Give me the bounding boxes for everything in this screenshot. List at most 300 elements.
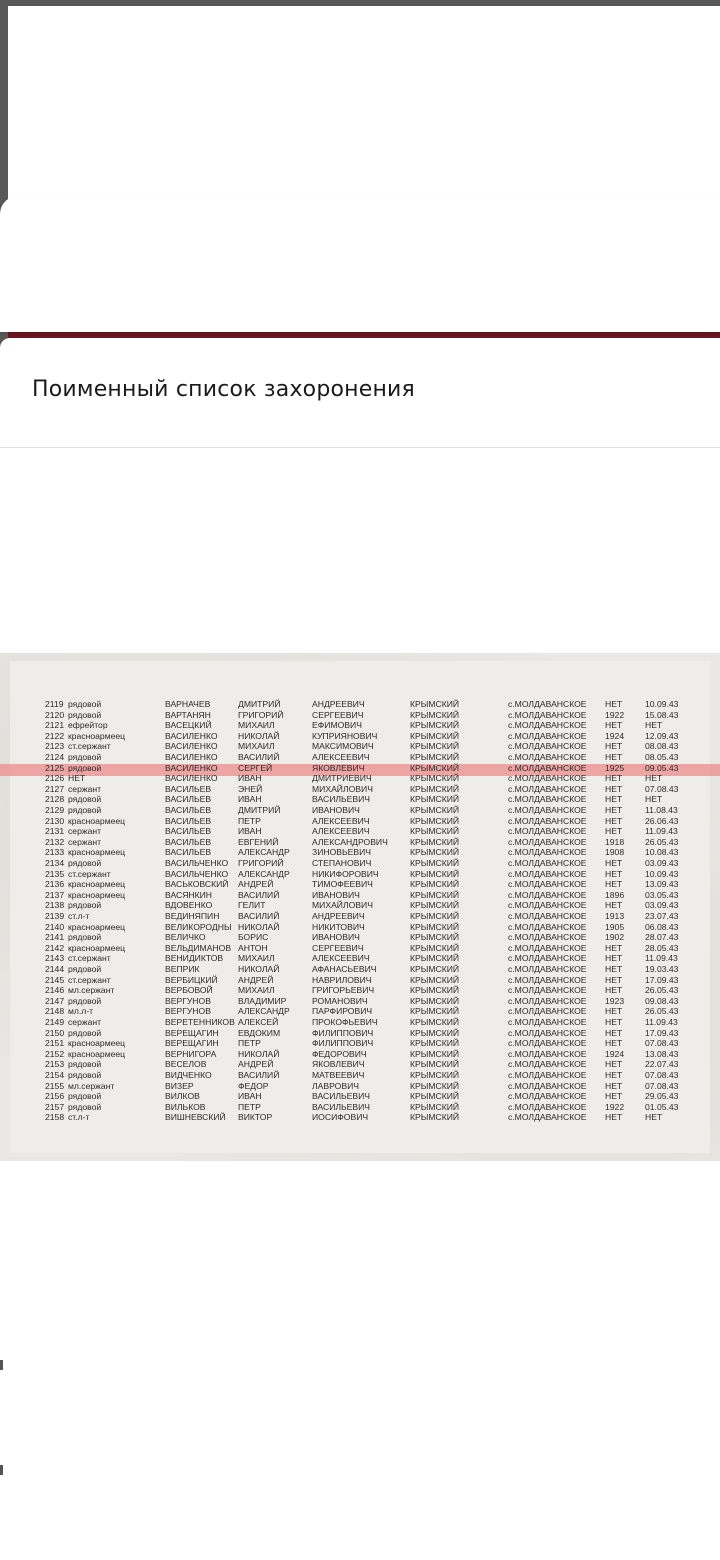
cell-year: НЕТ: [605, 805, 623, 815]
cell-year: НЕТ: [605, 741, 623, 752]
cell-region: КРЫМСКИЙ: [410, 1027, 460, 1038]
cell-rank: НЕТ: [68, 773, 86, 784]
cell-region: КРЫМСКИЙ: [410, 1091, 460, 1102]
cell-last: ВАСИЛЬЧЕНКО: [165, 868, 229, 879]
cell-rank: ст.л-т: [68, 1112, 90, 1123]
cell-village: с.МОЛДАВАНСКОЕ: [508, 1070, 587, 1080]
cell-village: с.МОЛДАВАНСКОЕ: [508, 1112, 587, 1123]
cell-year: НЕТ: [605, 879, 623, 890]
cell-region: КРЫМСКИЙ: [410, 942, 460, 953]
cell-region: КРЫМСКИЙ: [410, 826, 460, 837]
cell-rank: рядовой: [68, 699, 102, 709]
cell-first: ИВАН: [238, 773, 262, 784]
cell-date: 09.08.43: [645, 995, 679, 1006]
cell-patr: МАКСИМОВИЧ: [312, 741, 374, 752]
cell-last: ВАСИЛЬЕВ: [165, 783, 212, 794]
table-row: [0, 869, 720, 880]
cell-patr: ДМИТРИЕВИЧ: [312, 773, 372, 784]
cell-first: СЕРГЕЙ: [238, 762, 273, 773]
cell-date: 07.08.43: [645, 1070, 679, 1080]
table-row: [0, 847, 720, 858]
cell-rank: ст.сержант: [68, 953, 111, 964]
table-row: [0, 1017, 720, 1028]
table-row: [0, 975, 720, 986]
cell-village: с.МОЛДАВАНСКОЕ: [508, 1048, 587, 1059]
cell-date: 26.05.43: [645, 1006, 679, 1017]
cell-region: КРЫМСКИЙ: [410, 1070, 460, 1080]
table-row: [0, 1028, 720, 1039]
edge-mark: [0, 1465, 3, 1475]
cell-num: 2123: [45, 741, 65, 752]
cell-last: ВАСИЛЕНКО: [165, 741, 218, 752]
cell-year: 1924: [605, 1048, 625, 1059]
cell-first: ЕВДОКИМ: [238, 1027, 281, 1038]
cell-village: с.МОЛДАВАНСКОЕ: [508, 1017, 587, 1027]
cell-last: ВАСИЛЕНКО: [165, 730, 218, 741]
cell-patr: АНДРЕЕВИЧ: [312, 699, 365, 709]
cell-year: НЕТ: [605, 699, 623, 709]
cell-date: 10.08.43: [645, 847, 679, 858]
cell-village: с.МОЛДАВАНСКОЕ: [508, 911, 587, 921]
table-row: [0, 964, 720, 975]
cell-village: с.МОЛДАВАНСКОЕ: [508, 699, 587, 709]
cell-village: с.МОЛДАВАНСКОЕ: [508, 826, 587, 837]
cell-region: КРЫМСКИЙ: [410, 730, 460, 741]
cell-last: ВЕРГУНОВ: [165, 1006, 211, 1017]
cell-num: 2149: [45, 1017, 65, 1027]
cell-num: 2139: [45, 911, 65, 921]
cell-patr: ГРИГОРЬЕВИЧ: [312, 985, 375, 996]
cell-year: НЕТ: [605, 1080, 623, 1091]
cell-region: КРЫМСКИЙ: [410, 868, 460, 879]
cell-patr: РОМАНОВИЧ: [312, 995, 368, 1006]
cell-num: 2128: [45, 794, 65, 805]
background-card-lower[interactable]: [0, 196, 720, 332]
cell-region: КРЫМСКИЙ: [410, 858, 460, 868]
cell-first: МИХАИЛ: [238, 720, 275, 731]
cell-date: НЕТ: [645, 1112, 663, 1123]
cell-first: ПЕТР: [238, 1101, 261, 1112]
cell-region: КРЫМСКИЙ: [410, 1048, 460, 1059]
cell-first: ИВАН: [238, 1091, 262, 1102]
cell-last: ВИЛКОВ: [165, 1091, 200, 1102]
cell-last: ВЕРГУНОВ: [165, 995, 211, 1006]
cell-patr: АЛЕКСЕЕВИЧ: [312, 826, 370, 837]
cell-first: АНДРЕЙ: [238, 974, 274, 985]
cell-region: КРЫМСКИЙ: [410, 974, 460, 985]
cell-first: БОРИС: [238, 932, 269, 943]
cell-num: 2133: [45, 847, 65, 858]
cell-num: 2119: [45, 699, 64, 709]
cell-last: ВЕРБОВОЙ: [165, 985, 213, 996]
cell-year: 1922: [605, 709, 625, 720]
cell-patr: ЗИНОВЬЕВИЧ: [312, 847, 371, 858]
cell-last: ВЕСЕЛОВ: [165, 1059, 207, 1070]
table-row: [0, 1081, 720, 1092]
cell-year: НЕТ: [605, 1038, 623, 1049]
cell-last: ВДОВЕНКО: [165, 900, 213, 911]
table-row: [0, 710, 720, 721]
cell-num: 2125: [45, 762, 65, 773]
cell-region: КРЫМСКИЙ: [410, 985, 460, 996]
cell-village: с.МОЛДАВАНСКОЕ: [508, 741, 587, 752]
burial-list-scan[interactable]: [0, 653, 720, 1161]
cell-first: АЛЕКСАНДР: [238, 1006, 290, 1017]
cell-last: ВЕРЕЩАГИН: [165, 1038, 219, 1049]
cell-year: НЕТ: [605, 815, 623, 826]
cell-patr: АЛЕКСЕЕВИЧ: [312, 752, 370, 762]
cell-last: ВИДЧЕНКО: [165, 1070, 212, 1080]
cell-rank: ст.сержант: [68, 868, 111, 879]
cell-region: КРЫМСКИЙ: [410, 773, 460, 784]
cell-region: КРЫМСКИЙ: [410, 709, 460, 720]
cell-first: ГРИГОРИЙ: [238, 858, 284, 868]
cell-first: НИКОЛАЙ: [238, 1048, 280, 1059]
cell-date: 26.05.43: [645, 985, 679, 996]
cell-village: с.МОЛДАВАНСКОЕ: [508, 720, 587, 731]
cell-rank: красноармеец: [68, 889, 126, 900]
cell-village: с.МОЛДАВАНСКОЕ: [508, 794, 587, 805]
cell-village: с.МОЛДАВАНСКОЕ: [508, 889, 587, 900]
cell-rank: красноармеец: [68, 1048, 126, 1059]
cell-date: 13.09.43: [645, 879, 679, 890]
cell-rank: рядовой: [68, 1070, 102, 1080]
cell-date: 11.09.43: [645, 826, 678, 837]
cell-region: КРЫМСКИЙ: [410, 752, 460, 762]
cell-region: КРЫМСКИЙ: [410, 964, 460, 974]
sheet-header: [0, 338, 720, 448]
cell-first: ПЕТР: [238, 1038, 261, 1049]
cell-patr: АЛЕКСЕЕВИЧ: [312, 815, 370, 826]
cell-date: 17.09.43: [645, 974, 679, 985]
cell-year: 1905: [605, 921, 625, 932]
cell-village: с.МОЛДАВАНСКОЕ: [508, 858, 587, 868]
cell-date: 22.07.43: [645, 1059, 679, 1070]
cell-region: КРЫМСКИЙ: [410, 847, 460, 858]
cell-last: ВЕНИДИКТОВ: [165, 953, 224, 964]
table-row: [0, 879, 720, 890]
cell-first: МИХАИЛ: [238, 985, 275, 996]
cell-region: КРЫМСКИЙ: [410, 1059, 460, 1070]
cell-date: 06.08.43: [645, 921, 679, 932]
cell-year: НЕТ: [605, 953, 623, 964]
cell-num: 2156: [45, 1091, 65, 1102]
cell-num: 2153: [45, 1059, 65, 1070]
cell-year: НЕТ: [605, 985, 623, 996]
cell-region: КРЫМСКИЙ: [410, 932, 460, 943]
cell-rank: красноармеец: [68, 1038, 126, 1049]
sheet-title: Поименный список захоронения: [32, 377, 415, 402]
cell-date: 15.08.43: [645, 709, 679, 720]
cell-first: ИВАН: [238, 794, 262, 805]
cell-rank: сержант: [68, 826, 102, 837]
cell-region: КРЫМСКИЙ: [410, 1112, 460, 1123]
cell-rank: ст.л-т: [68, 911, 90, 921]
table-row: [0, 985, 720, 996]
cell-first: ГРИГОРИЙ: [238, 709, 284, 720]
cell-last: ВЕРЕЩАГИН: [165, 1027, 219, 1038]
cell-first: ЕВГЕНИЙ: [238, 836, 279, 847]
cell-last: ВАСЕЦКИЙ: [165, 720, 212, 731]
cell-patr: ИОСИФОВИЧ: [312, 1112, 369, 1123]
cell-village: с.МОЛДАВАНСКОЕ: [508, 900, 587, 911]
cell-num: 2142: [45, 942, 65, 953]
table-row: [0, 1006, 720, 1017]
cell-village: с.МОЛДАВАНСКОЕ: [508, 1080, 587, 1091]
cell-rank: рядовой: [68, 900, 102, 911]
cell-year: 1918: [605, 836, 625, 847]
cell-year: НЕТ: [605, 868, 623, 879]
cell-patr: ПАРФИРОВИЧ: [312, 1006, 373, 1017]
cell-region: КРЫМСКИЙ: [410, 699, 460, 709]
cell-last: ВАРТАНЯН: [165, 709, 211, 720]
cell-year: НЕТ: [605, 826, 623, 837]
table-row: [0, 1070, 720, 1081]
cell-year: НЕТ: [605, 773, 623, 784]
cell-num: 2151: [45, 1038, 65, 1049]
table-row: [0, 943, 720, 954]
cell-village: с.МОЛДАВАНСКОЕ: [508, 985, 587, 996]
cell-last: ВАСИЛЬЕВ: [165, 794, 212, 805]
cell-last: ВАСЯНКИН: [165, 889, 212, 900]
cell-patr: НАВРИЛОВИЧ: [312, 974, 372, 985]
cell-year: 1923: [605, 995, 625, 1006]
cell-first: АНТОН: [238, 942, 268, 953]
cell-last: ВЕРНИГОРА: [165, 1048, 217, 1059]
cell-year: НЕТ: [605, 720, 623, 731]
cell-date: 11.09.43: [645, 1017, 678, 1027]
cell-village: с.МОЛДАВАНСКОЕ: [508, 847, 587, 858]
cell-patr: АЛЕКСАНДРОВИЧ: [312, 836, 388, 847]
table-row: [0, 826, 720, 837]
cell-patr: ЕФИМОВИЧ: [312, 720, 362, 731]
table-row: [0, 805, 720, 816]
cell-patr: НИКИТОВИЧ: [312, 921, 365, 932]
cell-year: 1902: [605, 932, 625, 943]
cell-rank: рядовой: [68, 1101, 102, 1112]
cell-num: 2137: [45, 889, 65, 900]
cell-last: ВАСИЛЬЕВ: [165, 836, 212, 847]
cell-patr: ФИЛИППОВИЧ: [312, 1027, 374, 1038]
cell-num: 2147: [45, 995, 65, 1006]
cell-region: КРЫМСКИЙ: [410, 1038, 460, 1049]
cell-region: КРЫМСКИЙ: [410, 783, 460, 794]
cell-first: АНДРЕЙ: [238, 1059, 274, 1070]
cell-patr: ИВАНОВИЧ: [312, 805, 360, 815]
cell-rank: рядовой: [68, 794, 102, 805]
cell-date: 11.08.43: [645, 805, 678, 815]
table-row: [0, 911, 720, 922]
cell-num: 2129: [45, 805, 65, 815]
cell-date: 19.03.43: [645, 964, 679, 974]
cell-patr: ВАСИЛЬЕВИЧ: [312, 1101, 371, 1112]
cell-num: 2144: [45, 964, 65, 974]
cell-region: КРЫМСКИЙ: [410, 879, 460, 890]
cell-patr: МИХАЙЛОВИЧ: [312, 900, 373, 911]
cell-first: НИКОЛАЙ: [238, 730, 280, 741]
cell-year: НЕТ: [605, 974, 623, 985]
cell-village: с.МОЛДАВАНСКОЕ: [508, 1006, 587, 1017]
cell-date: 28.07.43: [645, 932, 679, 943]
cell-rank: рядовой: [68, 762, 102, 773]
table-row: [0, 1049, 720, 1060]
cell-last: ВЕПРИК: [165, 964, 200, 974]
cell-patr: ВАСИЛЬЕВИЧ: [312, 1091, 371, 1102]
cell-first: ВАСИЛИЙ: [238, 1070, 280, 1080]
cell-region: КРЫМСКИЙ: [410, 953, 460, 964]
cell-date: НЕТ: [645, 773, 663, 784]
cell-date: 13.08.43: [645, 1048, 679, 1059]
cell-region: КРЫМСКИЙ: [410, 900, 460, 911]
table-row: [0, 752, 720, 763]
cell-first: ВИКТОР: [238, 1112, 273, 1123]
cell-region: КРЫМСКИЙ: [410, 720, 460, 731]
cell-last: ВАСИЛЬЕВ: [165, 805, 212, 815]
cell-date: 09.05.43: [645, 762, 679, 773]
cell-date: НЕТ: [645, 720, 663, 731]
cell-village: с.МОЛДАВАНСКОЕ: [508, 1038, 587, 1049]
table-row: [0, 932, 720, 943]
table-row: [0, 794, 720, 805]
cell-region: КРЫМСКИЙ: [410, 762, 460, 773]
cell-first: ВАСИЛИЙ: [238, 889, 280, 900]
cell-rank: рядовой: [68, 1027, 102, 1038]
cell-year: НЕТ: [605, 942, 623, 953]
cell-last: ВЕЛИЧКО: [165, 932, 206, 943]
cell-rank: рядовой: [68, 1091, 102, 1102]
cell-village: с.МОЛДАВАНСКОЕ: [508, 1027, 587, 1038]
cell-patr: ЛАВРОВИЧ: [312, 1080, 359, 1091]
cell-rank: рядовой: [68, 932, 102, 943]
cell-num: 2132: [45, 836, 65, 847]
cell-last: ВЕЛЬДИМАНОВ: [165, 942, 232, 953]
cell-patr: ЯКОВЛЕВИЧ: [312, 1059, 365, 1070]
cell-first: ДМИТРИЙ: [238, 805, 281, 815]
cell-first: НИКОЛАЙ: [238, 921, 280, 932]
cell-num: 2135: [45, 868, 65, 879]
cell-date: НЕТ: [645, 794, 663, 805]
cell-village: с.МОЛДАВАНСКОЕ: [508, 752, 587, 762]
cell-patr: МИХАЙЛОВИЧ: [312, 783, 373, 794]
cell-rank: сержант: [68, 836, 102, 847]
cell-patr: КУПРИЯНОВИЧ: [312, 730, 378, 741]
cell-num: 2155: [45, 1080, 65, 1091]
table-row: [0, 996, 720, 1007]
cell-last: ВАСИЛЬЕВ: [165, 847, 212, 858]
table-row: [0, 699, 720, 710]
table-row: [0, 953, 720, 964]
cell-patr: МАТВЕЕВИЧ: [312, 1070, 365, 1080]
cell-rank: рядовой: [68, 1059, 102, 1070]
cell-patr: СЕРГЕЕВИЧ: [312, 942, 364, 953]
cell-last: ВАРНАЧЕВ: [165, 699, 211, 709]
cell-first: АЛЕКСАНДР: [238, 847, 290, 858]
cell-year: 1924: [605, 730, 625, 741]
cell-rank: сержант: [68, 783, 102, 794]
cell-num: 2154: [45, 1070, 65, 1080]
cell-village: с.МОЛДАВАНСКОЕ: [508, 730, 587, 741]
cell-patr: ЯКОВЛЕВИЧ: [312, 762, 365, 773]
cell-village: с.МОЛДАВАНСКОЕ: [508, 836, 587, 847]
cell-last: ВАСИЛЕНКО: [165, 773, 218, 784]
cell-year: 1925: [605, 762, 625, 773]
cell-last: ВЕДИНЯПИН: [165, 911, 220, 921]
cell-num: 2134: [45, 858, 65, 868]
cell-village: с.МОЛДАВАНСКОЕ: [508, 964, 587, 974]
table-row: [0, 784, 720, 795]
edge-mark: [0, 1360, 3, 1370]
cell-rank: красноармеец: [68, 847, 126, 858]
cell-num: 2148: [45, 1006, 65, 1017]
cell-rank: рядовой: [68, 964, 102, 974]
table-row: [0, 1038, 720, 1049]
cell-last: ВИЗЕР: [165, 1080, 194, 1091]
cell-num: 2122: [45, 730, 65, 741]
cell-patr: АЛЕКСЕЕВИЧ: [312, 953, 370, 964]
cell-rank: ст.сержант: [68, 974, 111, 985]
cell-year: НЕТ: [605, 1017, 623, 1027]
cell-rank: мл.л-т: [68, 1006, 94, 1017]
cell-first: МИХАИЛ: [238, 953, 275, 964]
cell-date: 29.05.43: [645, 1091, 679, 1102]
cell-year: НЕТ: [605, 1027, 623, 1038]
cell-num: 2143: [45, 953, 65, 964]
cell-last: ВИШНЕВСКИЙ: [165, 1112, 226, 1123]
cell-village: с.МОЛДАВАНСКОЕ: [508, 1101, 587, 1112]
cell-region: КРЫМСКИЙ: [410, 815, 460, 826]
cell-num: 2126: [45, 773, 65, 784]
cell-rank: красноармеец: [68, 730, 126, 741]
cell-last: ВИЛЬКОВ: [165, 1101, 206, 1112]
cell-village: с.МОЛДАВАНСКОЕ: [508, 805, 587, 815]
cell-date: 07.08.43: [645, 783, 679, 794]
cell-first: АНДРЕЙ: [238, 879, 274, 890]
cell-date: 12.09.43: [645, 730, 679, 741]
cell-region: КРЫМСКИЙ: [410, 836, 460, 847]
cell-region: КРЫМСКИЙ: [410, 911, 460, 921]
cell-num: 2146: [45, 985, 65, 996]
cell-last: ВАСИЛЬЕВ: [165, 815, 212, 826]
cell-village: с.МОЛДАВАНСКОЕ: [508, 815, 587, 826]
cell-last: ВАСИЛЕНКО: [165, 752, 218, 762]
cell-patr: ТИМОФЕЕВИЧ: [312, 879, 373, 890]
cell-date: 07.08.43: [645, 1038, 679, 1049]
cell-village: с.МОЛДАВАНСКОЕ: [508, 773, 587, 784]
cell-year: НЕТ: [605, 964, 623, 974]
cell-year: НЕТ: [605, 1059, 623, 1070]
cell-num: 2158: [45, 1112, 65, 1123]
cell-region: КРЫМСКИЙ: [410, 1101, 460, 1112]
cell-village: с.МОЛДАВАНСКОЕ: [508, 932, 587, 943]
table-row: [0, 858, 720, 869]
cell-last: ВАСЬКОВСКИЙ: [165, 879, 229, 890]
cell-num: 2141: [45, 932, 65, 943]
cell-first: АЛЕКСАНДР: [238, 868, 290, 879]
cell-num: 2140: [45, 921, 65, 932]
cell-patr: СЕРГЕЕВИЧ: [312, 709, 364, 720]
cell-rank: мл.сержант: [68, 1080, 115, 1091]
cell-region: КРЫМСКИЙ: [410, 1080, 460, 1091]
table-row: [0, 763, 720, 774]
table-row: [0, 741, 720, 752]
cell-num: 2121: [45, 720, 65, 731]
cell-date: 10.09.43: [645, 868, 679, 879]
cell-num: 2138: [45, 900, 65, 911]
cell-village: с.МОЛДАВАНСКОЕ: [508, 1059, 587, 1070]
cell-rank: ефрейтор: [68, 720, 108, 731]
table-row: [0, 731, 720, 742]
cell-year: НЕТ: [605, 858, 623, 868]
